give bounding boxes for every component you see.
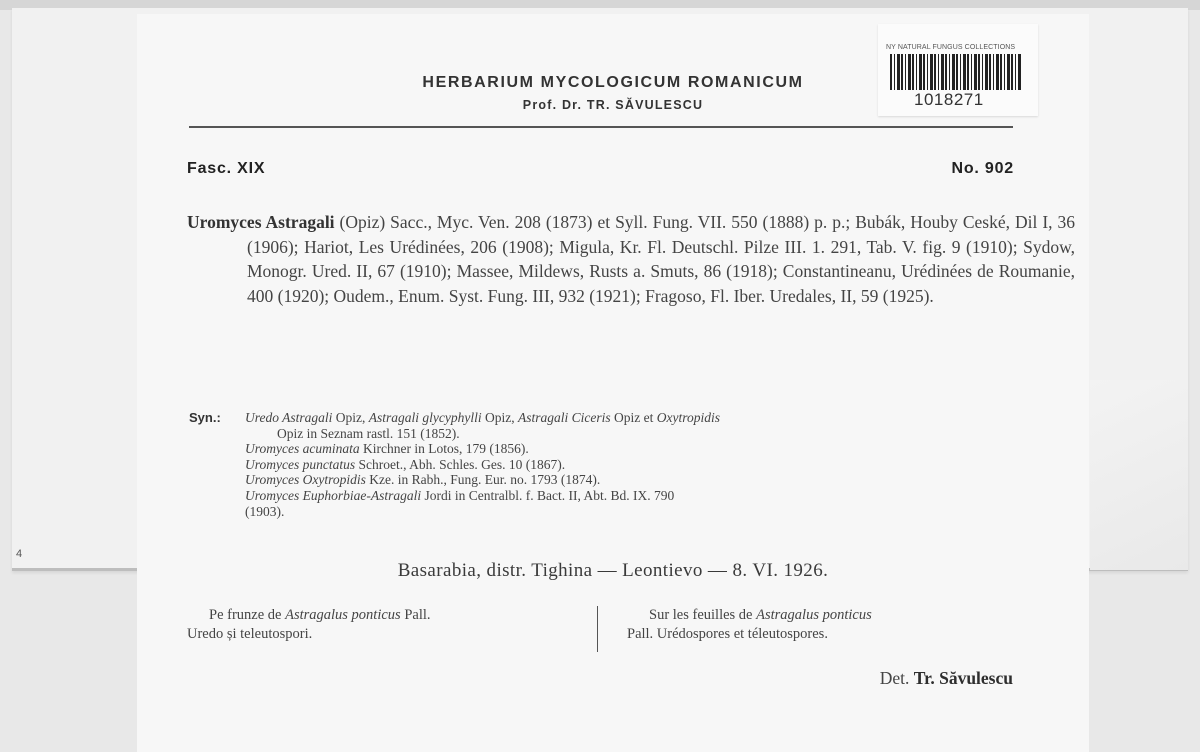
synonym-text: Jordi in Centralbl. f. Bact. II, Abt. Bd. IX. 790 (421, 487, 675, 503)
host-fr-line-2: Pall. Urédospores et téleutospores. (627, 626, 828, 642)
host-ro-prefix: Pe frunze de (209, 607, 286, 623)
synonym-line-4 (245, 472, 1017, 488)
host-ro-line-1 (187, 606, 607, 625)
herbarium-title: HERBARIUM MYCOLOGICUM ROMANICUM (422, 74, 804, 91)
specimen-number: No. 902 (951, 160, 1014, 177)
synonym-name: Oxytropidis (656, 410, 721, 425)
synonym-line-3 (245, 457, 1017, 473)
synonyms-label: Syn.: (189, 410, 221, 425)
barcode-number: 1018271 (914, 90, 984, 109)
herbarium-curator: Prof. Dr. TR. SĂVULESCU (522, 98, 704, 112)
synonym-text: Opiz, (481, 410, 518, 425)
taxon-citation (187, 210, 1075, 309)
herbarium-label (137, 14, 1089, 752)
synonym-text: Kze. in Rabh., Fung. Eur. no. 1793 (1874). (365, 472, 601, 488)
envelope-fold (1090, 380, 1188, 570)
host-fr-species: Astragalus ponticus (756, 607, 872, 623)
synonym-text: Schroet., Abh. Schles. Ges. 10 (1867). (355, 456, 566, 472)
synonym-name: Uromyces acuminata (245, 441, 360, 457)
host-ro-suffix: Pall. (400, 607, 431, 623)
fascicle: Fasc. XIX (187, 160, 266, 177)
taxon-name: Uromyces Astragali (187, 212, 335, 232)
synonyms-block (189, 410, 1017, 519)
header-rule (189, 126, 1013, 128)
collection-locality: Basarabia, distr. Tighina — Leontievo — 8. VI. 1926. (397, 560, 829, 581)
synonym-name: Uromyces punctatus (245, 456, 356, 472)
synonym-text: Kirchner in Lotos, 179 (1856). (359, 441, 529, 457)
synonym-name: Astragali glycyphylli (368, 410, 482, 425)
envelope-mark: 4 (16, 548, 23, 560)
synonym-text: Opiz, (332, 410, 369, 425)
host-romanian (187, 606, 607, 644)
synonym-name: Uromyces Oxytropidis (245, 472, 366, 488)
determiner-name: Tr. Săvulescu (913, 668, 1013, 688)
host-divider (597, 606, 598, 652)
synonym-line-2 (245, 441, 1017, 457)
citation-text: (Opiz) Sacc., Myc. Ven. 208 (1873) et Syll. Fung. VII. 550 (1888) p. p.; Bubák, Houby Ceské, Dil I, 36 (1906); Hariot, Les Urédinées, 206 (1908); Migula, Kr. Fl. Deutschl. Pilze III. 1. 291, Tab. V. fig. 9 (1910); Sydow, Monogr. Ured. II, 67 (1910); Massee, Mildews, Rusts a. Smuts, 86 (1918); Constantineanu, Urédinées de Roumanie, 400 (1920); Oudem., Enum. Syst. Fung. III, 932 (1921); Fragoso, Fl. Iber. Uredales, II, 59 (1925). (247, 212, 1075, 307)
barcode-sticker (878, 24, 1038, 116)
synonym-name: Astragali Ciceris (518, 410, 611, 425)
synonym-name: Uromyces Euphorbiae-Astragali (245, 487, 422, 503)
synonym-text: Opiz et (610, 410, 657, 425)
determiner-prefix: Det. (879, 668, 914, 688)
synonym-line-1 (245, 410, 1017, 426)
synonym-line-5-cont: (1903). (245, 503, 285, 519)
host-french (627, 606, 1027, 644)
host-fr-prefix: Sur les feuilles de (649, 607, 757, 623)
barcode-institution: NY NATURAL FUNGUS COLLECTIONS (886, 44, 1016, 51)
synonym-line-1-cont: Opiz in Seznam rastl. 151 (1852). (277, 425, 460, 441)
host-fr-line-1 (627, 606, 1027, 625)
host-ro-species: Astragalus ponticus (285, 607, 401, 623)
synonym-line-5 (245, 488, 1017, 504)
synonym-name: Uredo Astragali (245, 410, 333, 425)
determiner (880, 668, 1013, 689)
barcode-icon (890, 54, 1022, 90)
host-ro-line-2: Uredo și teleutospori. (187, 626, 313, 642)
